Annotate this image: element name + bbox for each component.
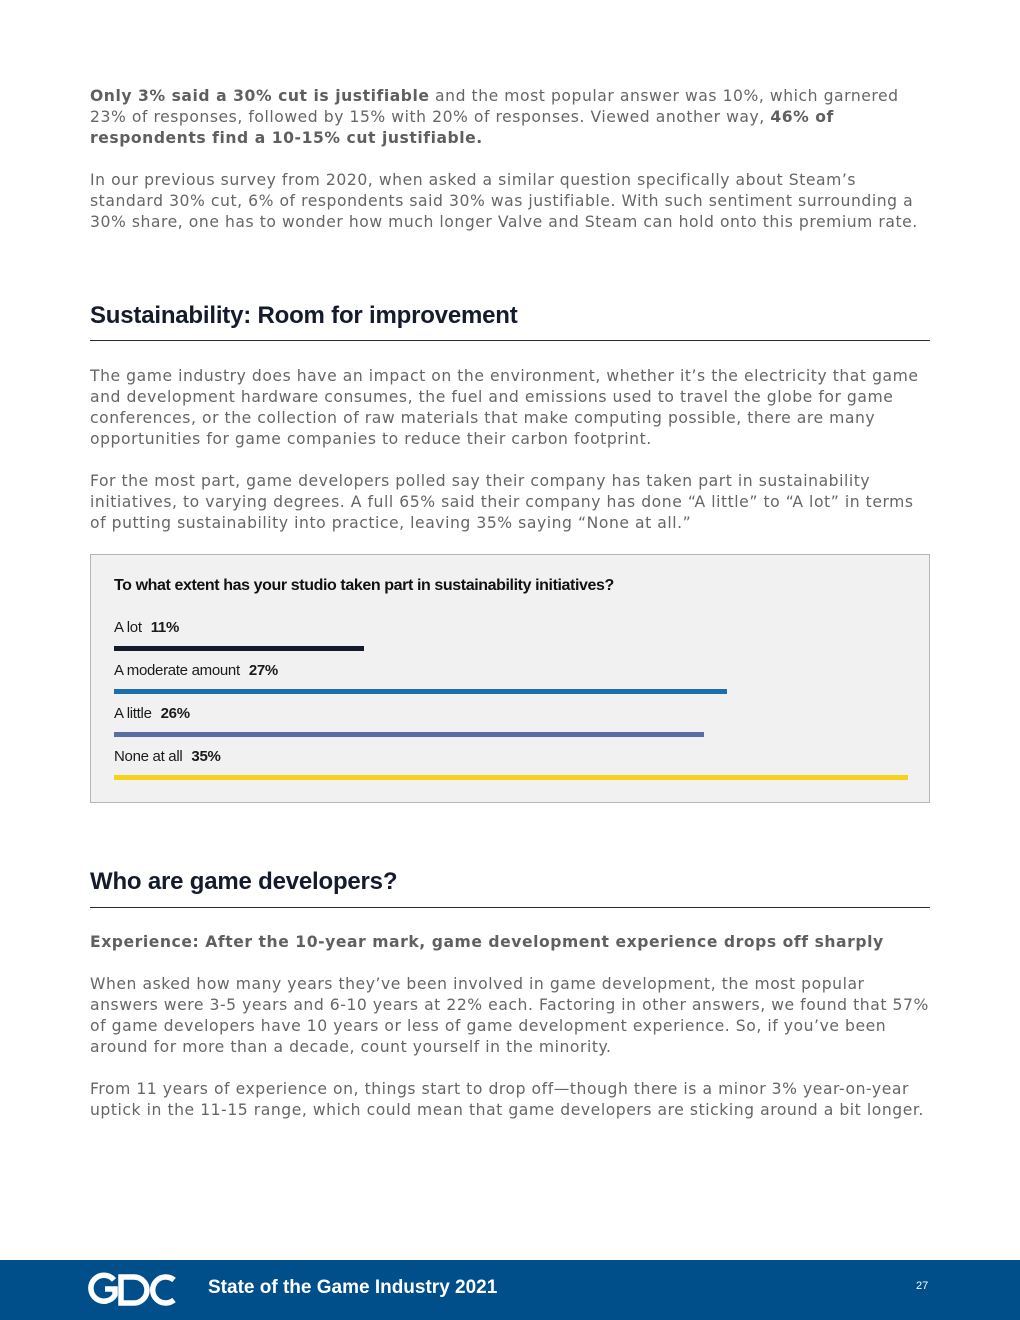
page-footer [0,1260,1020,1320]
bar-category: A lot [114,619,142,636]
sustainability-divider [90,340,930,341]
intro-paragraph-2: In our previous survey from 2020, when asked a similar question specifically about Steam’s standard 30% cut, 6% of respondents said 30% was justifiable. With such sentiment surrounding a 30% share, one has to wonder how much longer Valve and Steam can hold onto this premium rate. [90,171,918,231]
bar [114,646,364,651]
sustainability-paragraph-1: The game industry does have an impact on the environment, whether it’s the electricity that game and development hardware consumes, the fuel and emissions used to travel the globe for game conferences, or the collection of raw materials that make computing possible, there are many opportunities for game companies to reduce their carbon footprint. [90,367,919,448]
experience-subheading: Experience: After the 10-year mark, game development experience drops off sharply [90,933,884,951]
intro-bold-2: 46% of respondents find a 10-15% cut justifiable. [90,108,834,147]
bar [114,689,727,694]
bar-label [114,748,221,765]
bar [114,732,704,737]
bar-label [114,619,179,636]
page-number: 27 [916,1280,929,1292]
developers-divider [90,907,930,908]
developers-heading: Who are game developers? [90,868,398,895]
bar-label [114,662,278,679]
intro-bold-1: Only 3% said a 30% cut is justifiable [90,87,430,105]
bar [114,775,908,780]
gdc-logo [88,1272,180,1308]
bar-category: A little [114,705,152,722]
bar-label [114,705,190,722]
bar-value-label: 11% [150,619,179,636]
developers-paragraph-1: When asked how many years they’ve been involved in game development, the most popular answers were 3-5 years and 6-10 years at 22% each. Factoring in other answers, we found that 57% of game developers have 10 years or less of game development experience. So, if you’ve been around for more than a decade, count yourself in the minority. [90,975,929,1056]
chart-title: To what extent has your studio taken part in sustainability initiatives? [114,577,614,594]
intro-paragraph-1 [90,86,932,149]
sustainability-heading: Sustainability: Room for improvement [90,302,518,329]
footer-title: State of the Game Industry 2021 [208,1277,498,1298]
intro-text-1: and the most popular answer was 10%, which garnered 23% of responses, followed by 15% with 20% of responses. Viewed another way, [90,87,899,126]
bar-value-label: 26% [160,705,190,722]
developers-paragraph-2: From 11 years of experience on, things start to drop off—though there is a minor 3% year-on-year uptick in the 11-15 range, which could mean that game developers are sticking around a bit longer. [90,1080,924,1119]
bar-value-label: 35% [191,748,221,765]
bar-category: None at all [114,748,183,765]
sustainability-chart [90,554,930,803]
bar-value-label: 27% [248,662,278,679]
bar-category: A moderate amount [114,662,240,679]
sustainability-paragraph-2: For the most part, game developers polled say their company has taken part in sustainability initiatives, to varying degrees. A full 65% said their company has done “A little” to “A lot” in terms of putting sustainability into practice, leaving 35% saying “None at all.” [90,472,914,532]
